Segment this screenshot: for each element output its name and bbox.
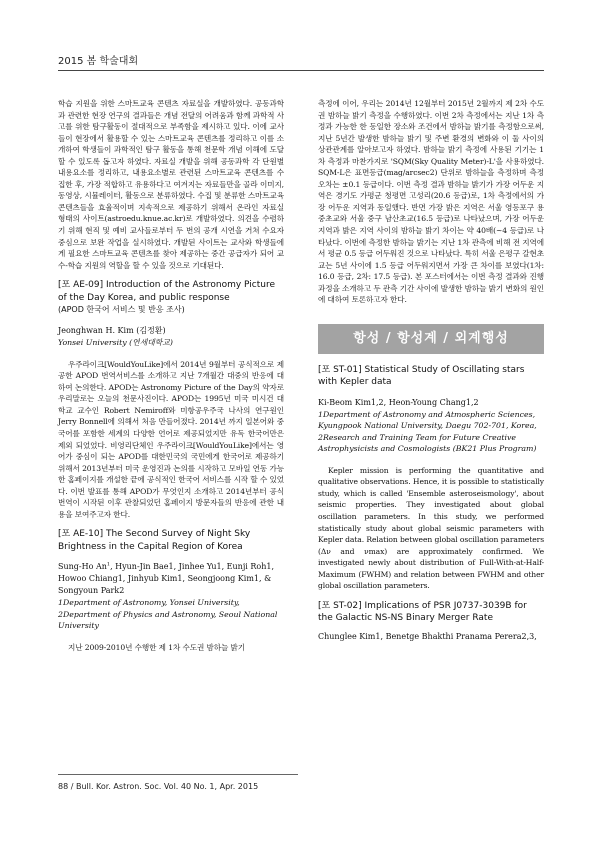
st01-affiliations	[318, 409, 544, 455]
right-column	[318, 98, 544, 643]
st01-affiliation-1: 1Department of Astronomy and Atmospheric Sciences, Kyungpook National University, Daegu 702-701, Korea,	[318, 409, 537, 431]
st02-title: [포 ST-02] Implications of PSR J0737-3039B for the Galactic NS-NS Binary Merger Rate	[318, 600, 527, 624]
ae10-affiliations	[58, 597, 284, 632]
st01-body: Kepler mission is performing the quantitative and qualitative observations. Hence, it is possible to statistically study, which is called 'Ensemble asteroseismology', about seismic properties. They investigated about global oscillation parameters. In this study, we performed statistically study about global seismic parameters with Kepler data. Relation between global oscillation parameters (Δν and νmax) are approximately confirmed. We investigated newly about distribution of Full-With-at-Half-Maximum (FWHM) and relation between FWHM and other global oscillation parameters.	[318, 465, 544, 591]
st01-authors: Ki-Beom Kim1,2, Heon-Young Chang1,2	[318, 397, 479, 407]
ae10-body-continued: 측정에 이어, 우리는 2014년 12월부터 2015년 2월까지 제 2차 수도권 밤하늘 밝기 측정을 수행하였다. 이번 2차 측정에서는 지난 1차 측정과 가능한 한 동일한 장소와 조건에서 밤하늘 밝기를 측정함으로써, 지난 5년간 발생한 밤하늘 밝기 및 주변 환경의 변화와 이 둘 사이의 상관관계를 알아보고자 하였다. 밤하늘 밝기 측정에 사용된 기기는 1차 측정과 마찬가지로 'SQM(Sky Quality Meter)-L'을 사용하였다. SQM-L은 표면등급(mag/arcsec2) 단위로 밤하늘을 측정하며 측정 오차는 ±0.1 등급이다. 이번 측정 결과 밤하늘 밝기가 가장 어두운 지역은 경기도 가평군 청평면 고성리(20.6 등급)로, 1차 측정에서의 가장 어두운 지역과 동일했다. 반면 가장 밝은 지역은 서울 영등포구 용중초교와 서울 중구 남산초교(16.5 등급)로 나타났으며, 가장 어두운 지역과 밝은 지역 사이의 밤하늘 밝기 차이는 약 40배(~4 등급)로 나타났다. 이번에 측정한 밤하늘 밝기는 지난 1차 관측에 비해 전 지역에서 평균 0.5 등급 어두워진 것으로 나타났다. 특히 서울 은평구 갈현초교는 5년 사이에 1.5 등급 어두워지면서 가장 큰 차이를 보였다(1차: 16.0 등급, 2차: 17.5 등급). 본 포스터에서는 이번 측정 결과와 진행 과정을 소개하고 두 관측 기간 사이에 발생한 밤하늘 밝기 변화의 원인에 대하여 토론하고자 한다.	[318, 99, 544, 305]
header-rule	[58, 70, 544, 71]
footer-citation: 88 / Bull. Kor. Astron. Soc. Vol. 40 No. 1, Apr. 2015	[58, 782, 259, 791]
ae09-affiliation: Yonsei University (연세대학교)	[58, 338, 173, 348]
st01-title: [포 ST-01] Statistical Study of Oscillating stars with Kepler data	[318, 364, 525, 388]
ae10-authors	[58, 561, 284, 597]
ae10-affiliation-2: 2Department of Physics and Astronomy, Seoul National University	[58, 609, 278, 631]
left-column	[58, 98, 284, 659]
ae10-title: [포 AE-10] The Second Survey of Night Sky Brightness in the Capital Region of Korea	[58, 529, 251, 552]
ae10-affiliation-1: 1Department of Astronomy, Yonsei University,	[58, 598, 240, 608]
intro-paragraph: 학습 지원을 위한 스마트교육 콘텐츠 자료실을 개발하였다. 공동과학과 관련한 현장 연구의 결과들은 개념 전달의 어려움과 함께 과학적 사고를 위한 탐구활동이 절대적으로 부족함을 제시하고 있다. 이에 교사들이 현장에서 활용할 수 있는 스마트교육 콘텐츠를 정리하고 이를 소개하여 학생들이 과학적인 탐구 활동을 통해 천문학 개념 이해에 도달 할 수 있도록 돕고자 하였다. 자료실 개발을 위해 공동과학 각 단원별 내용요소를 정리하고, 내용요소별로 관련된 스마트교육 콘텐츠를 수집한 후, 가장 적합하고 유용하다고 여겨지는 자료들만을 골라 이미지, 동영상, 시뮬레이터, 활동으로 분류하였다. 수집 및 분류한 스마트교육 콘텐츠들을 효율적이며 지속적으로 제공하기 위해서 온라인 자료실 형태의 사이트(astroedu.knue.ac.kr)로 개발하였다. 의견을 수렴하기 위해 현직 및 예비 교사들로부터 두 번의 공개 시연을 거쳐 수요자 중심으로 보완 작업을 실시하였다. 개발된 사이트는 교사와 학생들에게 필요한 스마트교육 콘텐츠를 찾아 제공하는 중간 공급자가 되어 교수-학습 지원의 역할을 할 수 있을 것으로 기대된다.	[58, 99, 284, 270]
ae10-first-author: Sung-Ho An	[58, 562, 107, 572]
ae09-body: 우주라이크[WouldYouLike]에서 2014년 9월부터 공식적으로 제공한 APOD 번역서비스를 소개하고 지난 7개월간 대중의 반응에 대하여 논의한다. APOD는 Astronomy Picture of the Day의 약자로 우리말로는 오늘의 천문사진이다. APOD는 1995년 미국 미시건 대학교 교수인 Robert Nemiroff와 미항공우주국 나사의 연구원인 Jerry Bonnell에 의해서 처음 만들어졌다. 2014년 까지 일본어와 중국어를 포함한 세계의 다양한 언어로 제공되었지만 유독 한국어만은 제외 되었었다. 비영리단체인 우주라이크[WouldYouLike]에서는 영어가 중심이 되는 APOD를 대한민국의 국민에게 한국어로 제공하기 위해서 2013년부터 미국 운영진과 논의를 시작하고 모바일 연동 가능한 홈페이지를 개설한 끝에 공식적인 한국어 서비스를 시작 할 수 있었다. 이번 발표를 통해 APOD가 무엇인지 소개하고 2014년부터 공식 번역이 시작된 이후 관찰되었던 홈페이지 방문자들의 반응에 관한 내용을 보여주고자 한다.	[58, 359, 284, 519]
ae10-first-author-sup: 1	[106, 561, 111, 568]
ae10-body-start: 지난 2009-2010년 수행한 제 1차 수도권 밤하늘 밝기	[68, 642, 246, 652]
st02-authors: Chunglee Kim1, Benetge Bhakthi Pranama Perera2,3,	[318, 631, 537, 641]
running-header: 2015 봄 학술대회	[58, 56, 139, 67]
st01-affiliation-2: 2Research and Training Team for Future Creative Astrophysicists and Cosmologists (BK21 Plus Program)	[318, 432, 537, 454]
ae09-author: Jeonghwan H. Kim (김정환)	[58, 326, 166, 336]
ae10-other-authors: , Hyun-Jin Bae1, Jinhee Yu1, Eunji Roh1, Howoo Chiang1, Jinhyub Kim1, Seongjoong Kim1, & Songyoun Park2	[58, 562, 275, 596]
footer-rule	[58, 774, 298, 775]
ae09-subtitle: (APOD 한국어 서비스 및 반응 조사)	[58, 305, 185, 315]
section-banner: 항성 / 항성계 / 외계행성	[318, 324, 544, 354]
ae09-title: [포 AE-09] Introduction of the Astronomy Picture of the Day Korea, and public response	[58, 280, 276, 303]
